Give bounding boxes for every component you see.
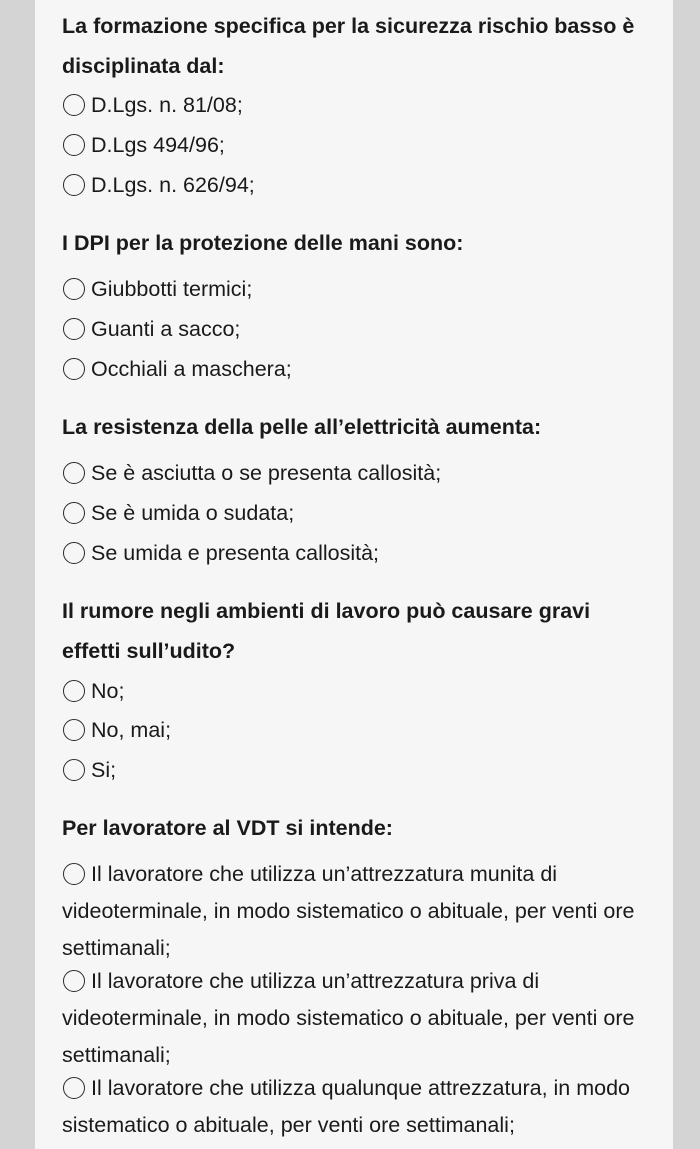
radio-button[interactable] <box>63 318 85 340</box>
radio-button[interactable] <box>63 174 85 196</box>
question-2-option-1[interactable] <box>62 271 652 308</box>
option-label: No, mai; <box>91 718 172 742</box>
question-5-option-3[interactable] <box>62 1070 652 1144</box>
option-label: Se è umida o sudata; <box>91 501 295 525</box>
option-label: Se è asciutta o se presenta callosità; <box>91 461 442 485</box>
question-1-option-2[interactable] <box>62 127 652 164</box>
option-label: Se umida e presenta callosità; <box>91 541 380 565</box>
question-4-option-1[interactable] <box>62 673 652 710</box>
question-2-option-3[interactable] <box>62 351 652 388</box>
radio-button[interactable] <box>63 759 85 781</box>
radio-button[interactable] <box>63 462 85 484</box>
option-label: No; <box>91 679 125 703</box>
question-5-option-1[interactable] <box>62 856 652 967</box>
radio-button[interactable] <box>63 278 85 300</box>
radio-button[interactable] <box>63 358 85 380</box>
option-label: Si; <box>91 758 117 782</box>
option-label: Guanti a sacco; <box>91 317 241 341</box>
radio-button[interactable] <box>63 94 85 116</box>
question-1-option-3[interactable] <box>62 167 652 204</box>
option-label: Il lavoratore che utilizza un’attrezzatura priva di videoterminale, in modo sistematico o abituale, per venti ore settimanali; <box>62 969 635 1067</box>
question-3-option-2[interactable] <box>62 495 652 532</box>
question-5-option-2[interactable] <box>62 963 652 1074</box>
radio-button[interactable] <box>63 1077 85 1099</box>
question-4-option-2[interactable] <box>62 712 652 749</box>
question-1-text: La formazione specifica per la sicurezza rischio basso è disciplinata dal: <box>62 14 635 78</box>
option-label: Giubbotti termici; <box>91 277 253 301</box>
question-2-option-2[interactable] <box>62 311 652 348</box>
question-4-text: Il rumore negli ambienti di lavoro può causare gravi effetti sull’udito? <box>62 599 591 663</box>
option-label: D.Lgs. n. 81/08; <box>91 93 243 117</box>
radio-button[interactable] <box>63 719 85 741</box>
option-label: Il lavoratore che utilizza un’attrezzatura munita di videoterminale, in modo sistematico o abituale, per venti ore settimanali; <box>62 862 635 960</box>
option-label: D.Lgs 494/96; <box>91 133 225 157</box>
radio-button[interactable] <box>63 680 85 702</box>
question-1-option-1[interactable] <box>62 87 652 124</box>
option-label: Occhiali a maschera; <box>91 357 292 381</box>
question-3-option-1[interactable] <box>62 455 652 492</box>
radio-button[interactable] <box>63 970 85 992</box>
radio-button[interactable] <box>63 542 85 564</box>
radio-button[interactable] <box>63 502 85 524</box>
radio-button[interactable] <box>63 863 85 885</box>
question-3-text: La resistenza della pelle all’elettricità aumenta: <box>62 415 542 439</box>
question-3-option-3[interactable] <box>62 535 652 572</box>
question-2-text: I DPI per la protezione delle mani sono: <box>62 231 464 255</box>
option-label: D.Lgs. n. 626/94; <box>91 173 255 197</box>
radio-button[interactable] <box>63 134 85 156</box>
question-5-text: Per lavoratore al VDT si intende: <box>62 816 393 840</box>
question-4-option-3[interactable] <box>62 752 652 789</box>
option-label: Il lavoratore che utilizza qualunque attrezzatura, in modo sistematico o abituale, per venti ore settimanali; <box>62 1076 631 1137</box>
